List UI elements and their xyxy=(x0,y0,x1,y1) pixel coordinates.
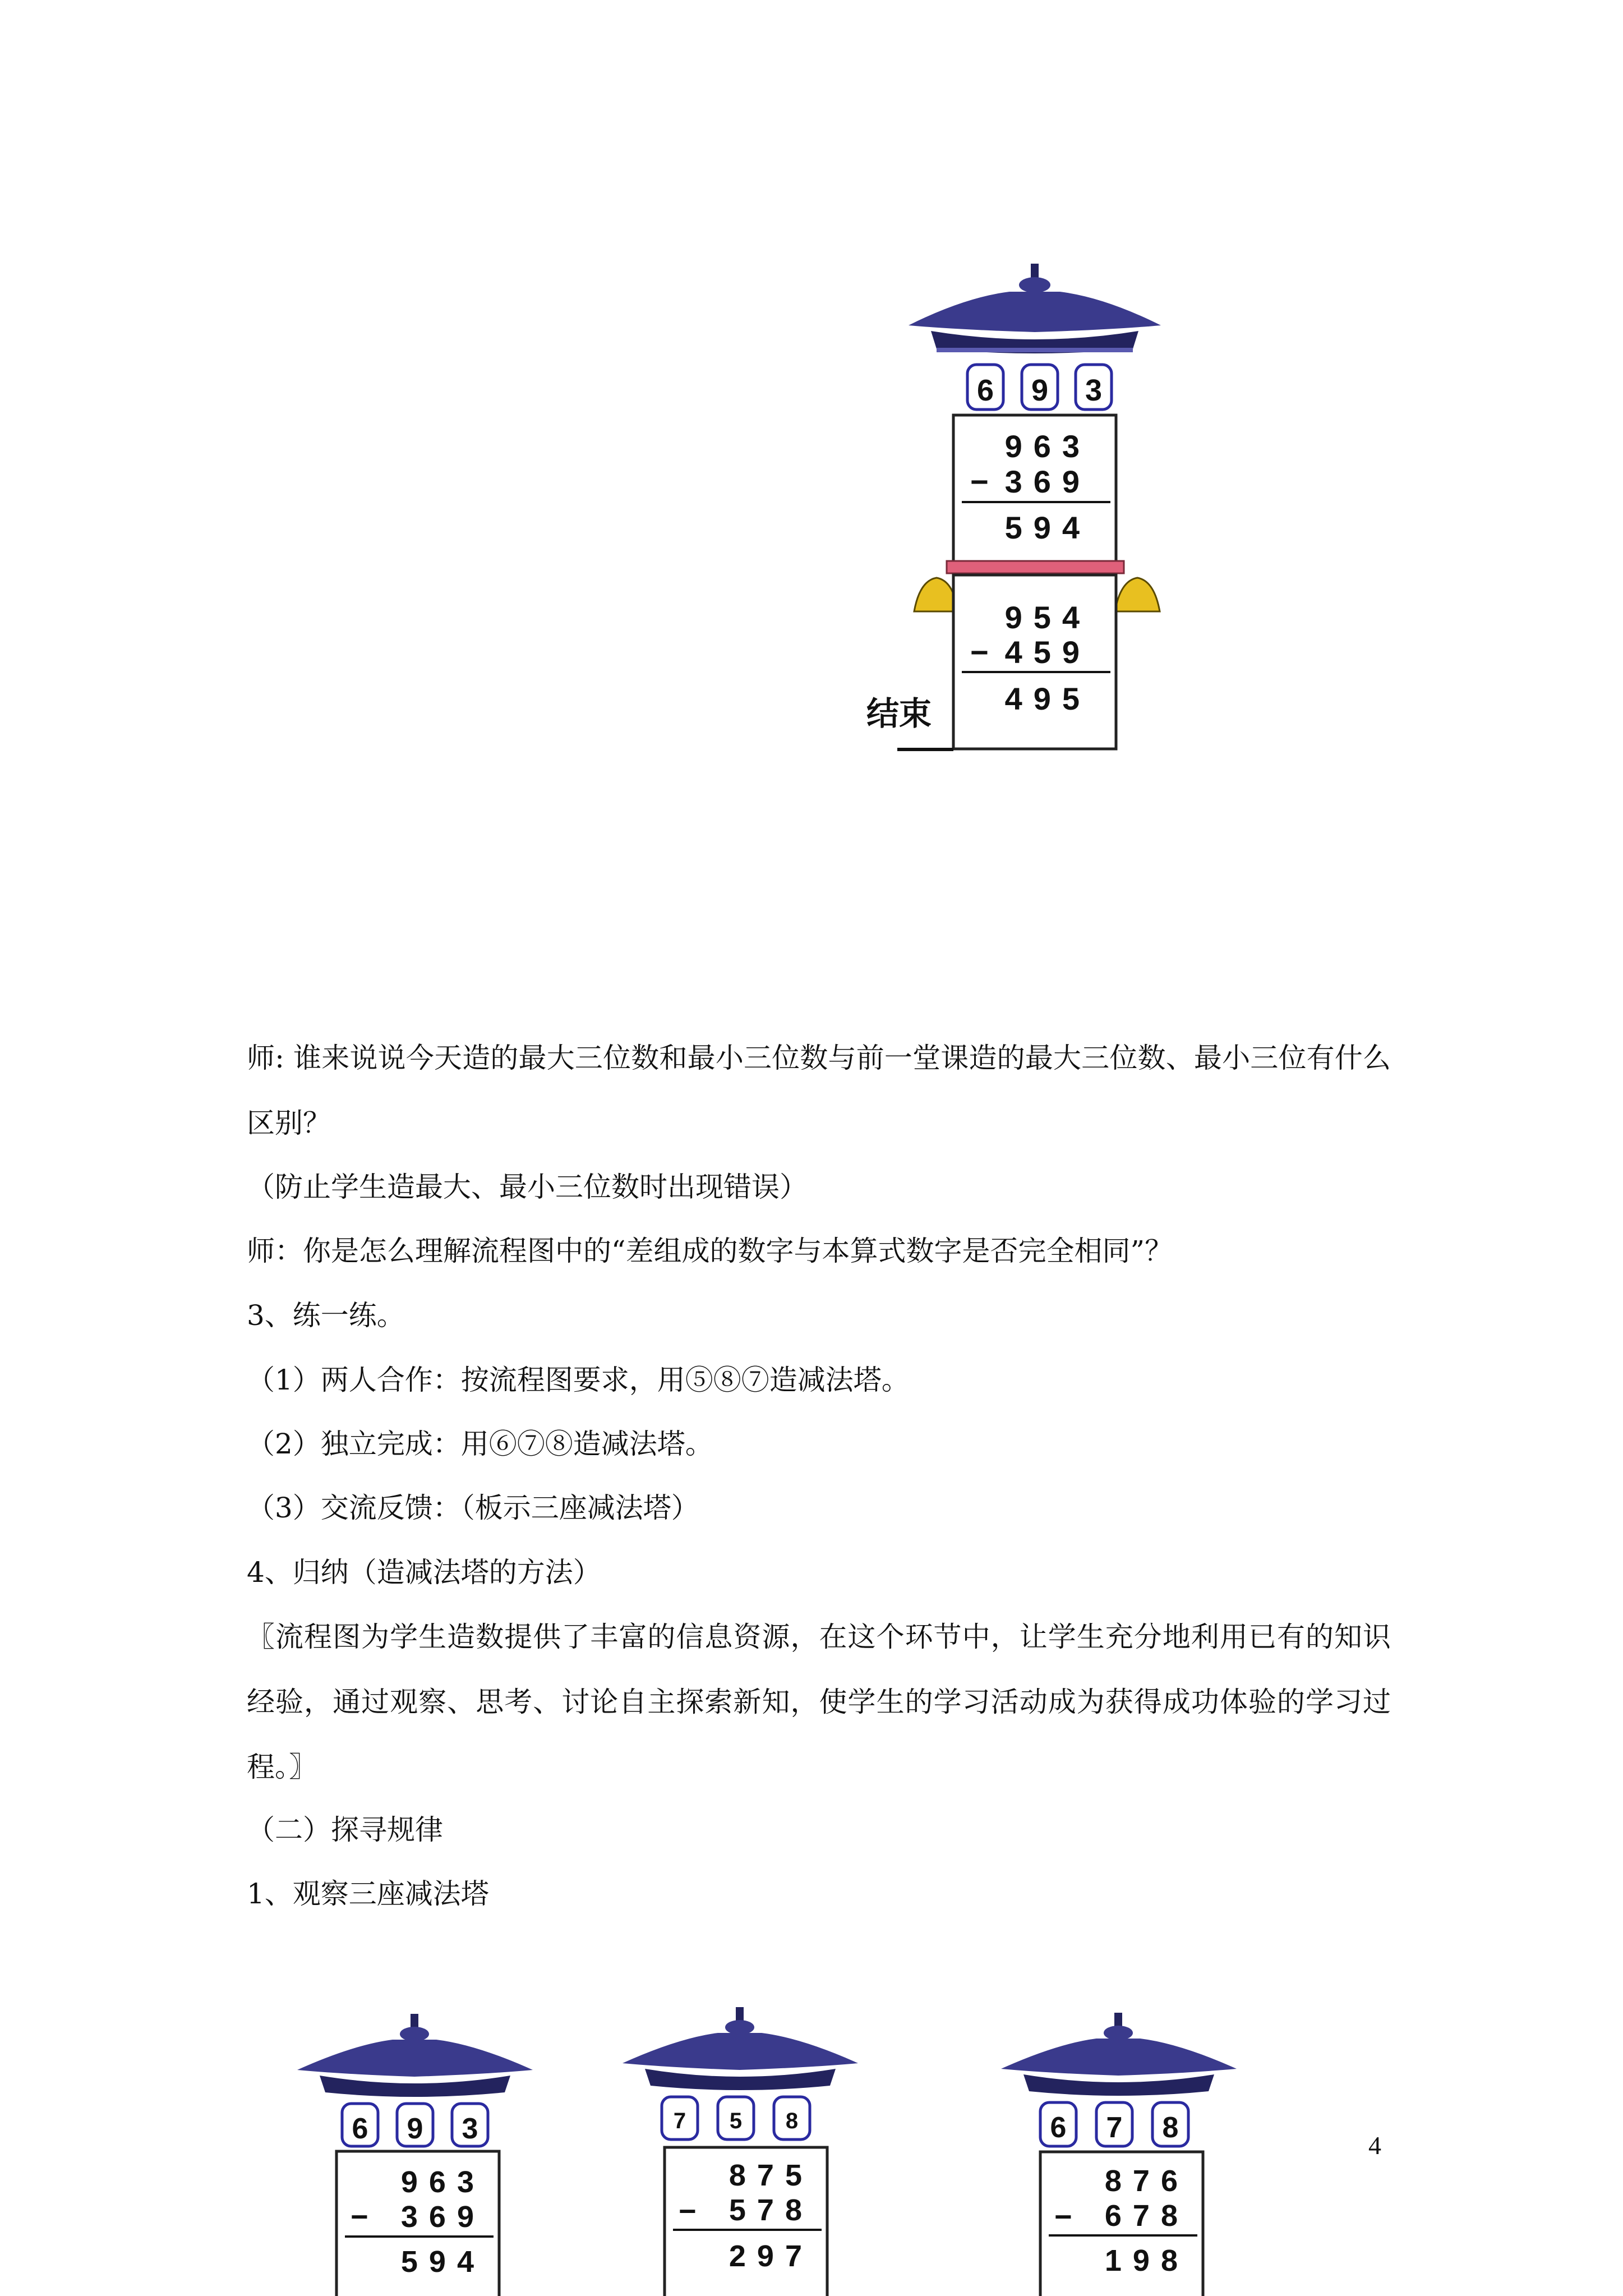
section-summary: 4、归纳（造减法塔的方法） xyxy=(247,1556,601,1589)
practice-item-3: （3）交流反馈：（板示三座减法塔） xyxy=(247,1492,699,1524)
minus-sign: − xyxy=(679,2194,697,2228)
bottom-tower-3 xyxy=(995,2013,1242,2296)
bottom-tower-1 xyxy=(292,2014,538,2296)
section-explore-rules: （二）探寻规律 xyxy=(247,1814,443,1846)
pagoda-roof-icon xyxy=(1001,2013,1237,2096)
difference: 495 xyxy=(1004,681,1091,716)
tower-graphic xyxy=(897,264,1178,757)
subtrahend: 369 xyxy=(1004,464,1091,499)
subtrahend: 369 xyxy=(400,2200,485,2234)
tower-graphic xyxy=(292,2014,538,2296)
minuend: 963 xyxy=(400,2165,485,2199)
pagoda-roof-icon xyxy=(297,2014,533,2097)
subtrahend: 678 xyxy=(1104,2199,1189,2233)
pagoda-roof-icon xyxy=(909,264,1161,353)
digit-1: 6 xyxy=(1050,2111,1067,2144)
difference: 594 xyxy=(400,2245,485,2279)
page-number: 4 xyxy=(1368,2131,1381,2160)
subtrahend: 459 xyxy=(1004,634,1091,670)
section-practice: 3、练一练。 xyxy=(247,1299,405,1332)
pagoda-roof-icon xyxy=(623,2007,858,2090)
teacher-question-1: 师: 谁来说说今天造的最大三位数和最小三位数与前一堂课造的最大三位数、最小三位有什么区别？ xyxy=(247,1042,1391,1139)
digit-2: 9 xyxy=(1031,374,1049,407)
digit-3: 3 xyxy=(1085,374,1103,407)
section-observe-towers: 1、观察三座减法塔 xyxy=(247,1878,489,1910)
digit-3: 8 xyxy=(785,2109,799,2133)
digit-1: 6 xyxy=(352,2113,368,2145)
digit-3: 3 xyxy=(462,2113,478,2145)
difference: 297 xyxy=(728,2239,813,2273)
digit-2: 9 xyxy=(407,2113,423,2145)
note-prevent-errors: （防止学生造最大、最小三位数时出现错误） xyxy=(247,1171,808,1203)
minuend: 963 xyxy=(1004,429,1091,464)
end-label: 结束 xyxy=(866,694,932,733)
digit-1: 7 xyxy=(673,2109,686,2133)
practice-item-2: （2）独立完成：用⑥⑦⑧造减法塔。 xyxy=(247,1428,713,1460)
top-subtraction-tower xyxy=(897,264,1178,757)
digit-2: 7 xyxy=(1106,2111,1123,2144)
minus-sign: − xyxy=(970,464,989,499)
minus-sign: − xyxy=(970,634,989,670)
digit-3: 8 xyxy=(1162,2111,1179,2144)
minus-sign: − xyxy=(1054,2200,1072,2234)
difference: 594 xyxy=(1004,510,1091,545)
digit-1: 6 xyxy=(976,374,994,407)
digit-2: 5 xyxy=(729,2109,743,2133)
tower-graphic xyxy=(617,2007,864,2296)
commentary-paragraph: 〖流程图为学生造数提供了丰富的信息资源，在这个环节中，让学生充分地利用已有的知识经验，通过观察、思考、讨论自主探索新知，使学生的学习活动成为获得成功体验的学习过程。〗 xyxy=(247,1621,1391,1783)
minus-sign: − xyxy=(351,2200,368,2234)
subtrahend: 578 xyxy=(728,2193,813,2227)
tower-graphic xyxy=(995,2013,1242,2296)
minuend: 954 xyxy=(1004,600,1091,635)
practice-item-1: （1）两人合作：按流程图要求，用⑤⑧⑦造减法塔。 xyxy=(247,1364,910,1396)
minuend: 876 xyxy=(1104,2164,1189,2198)
teacher-question-2: 师：你是怎么理解流程图中的“差组成的数字与本算式数字是否完全相同”？ xyxy=(247,1235,1173,1267)
bottom-tower-2 xyxy=(617,2007,864,2296)
difference: 198 xyxy=(1104,2244,1189,2277)
minuend: 875 xyxy=(728,2159,813,2192)
